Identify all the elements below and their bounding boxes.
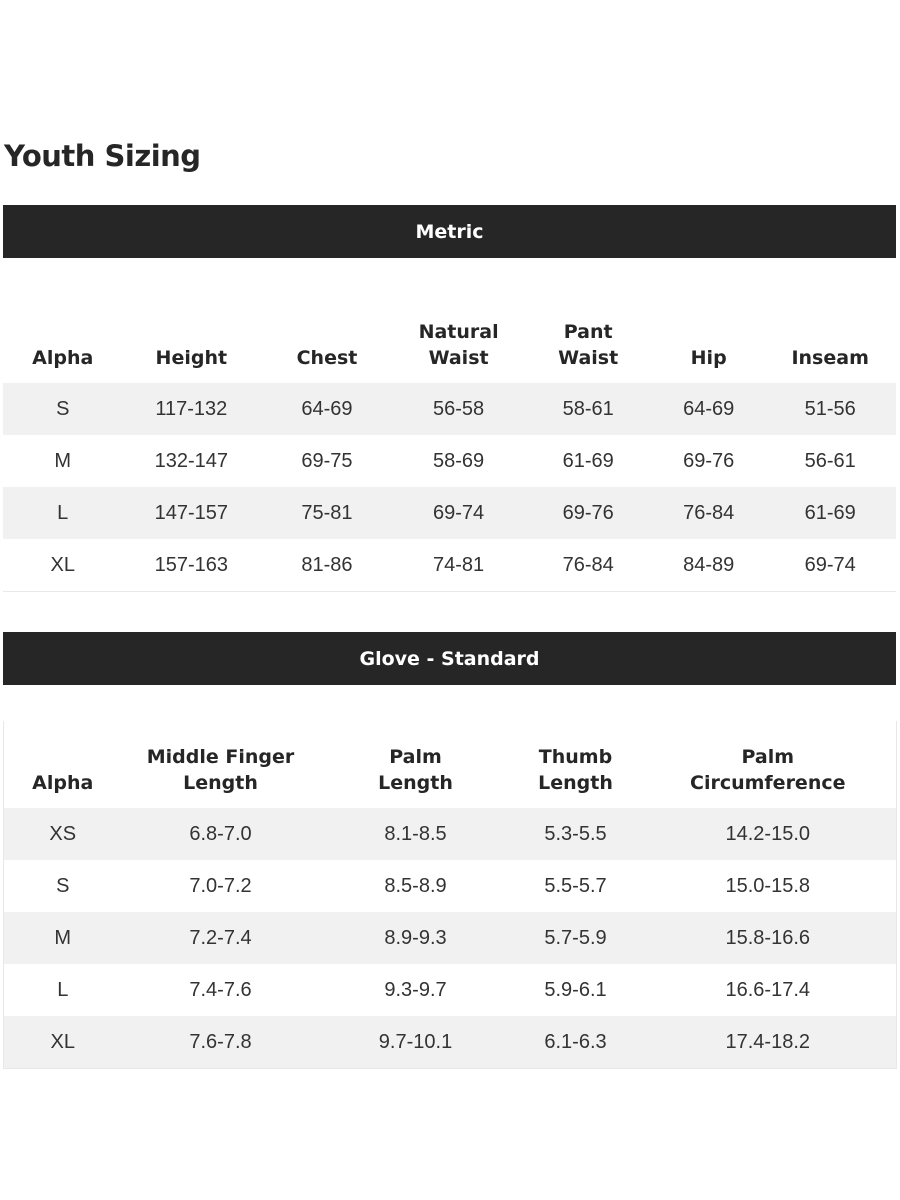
- table-cell: 69-75: [260, 435, 394, 487]
- table-cell: 56-58: [394, 383, 524, 435]
- table-cell: 75-81: [260, 487, 394, 539]
- column-header-alpha: Alpha: [32, 772, 94, 794]
- column-header-height: Height: [155, 347, 228, 369]
- column-header-chest: Chest: [296, 347, 358, 369]
- table-cell: XL: [4, 1016, 122, 1069]
- table-row: [4, 1016, 897, 1069]
- table-cell: 5.7-5.9: [512, 912, 640, 964]
- table-cell: 15.0-15.8: [640, 860, 897, 912]
- glove-section: [3, 632, 896, 1069]
- column-header-natural-waist: Natural Waist: [418, 321, 499, 369]
- table-cell: XS: [4, 808, 122, 860]
- table-cell: M: [3, 435, 122, 487]
- table-cell: M: [4, 912, 122, 964]
- glove-size-table: [3, 721, 897, 1069]
- table-row: [3, 383, 896, 435]
- table-cell: 58-61: [523, 383, 653, 435]
- metric-section: [3, 205, 896, 592]
- table-cell: 9.7-10.1: [320, 1016, 512, 1069]
- table-cell: 7.4-7.6: [122, 964, 320, 1016]
- glove-heading: Glove - Standard: [359, 647, 540, 670]
- metric-size-table: [3, 296, 896, 592]
- table-header-row: [3, 296, 896, 383]
- table-cell: XL: [3, 539, 122, 592]
- table-cell: 5.5-5.7: [512, 860, 640, 912]
- table-cell: 5.9-6.1: [512, 964, 640, 1016]
- table-cell: 157-163: [122, 539, 260, 592]
- table-cell: 58-69: [394, 435, 524, 487]
- glove-header-bar: [3, 632, 896, 685]
- table-cell: 8.1-8.5: [320, 808, 512, 860]
- table-cell: 9.3-9.7: [320, 964, 512, 1016]
- table-cell: 61-69: [523, 435, 653, 487]
- table-cell: 5.3-5.5: [512, 808, 640, 860]
- table-cell: S: [3, 383, 122, 435]
- table-cell: 56-61: [764, 435, 896, 487]
- table-cell: 6.1-6.3: [512, 1016, 640, 1069]
- table-cell: 14.2-15.0: [640, 808, 897, 860]
- table-cell: 61-69: [764, 487, 896, 539]
- table-cell: 132-147: [122, 435, 260, 487]
- table-row: [3, 435, 896, 487]
- metric-heading: Metric: [415, 220, 484, 243]
- column-header-palm-circumference: Palm Circumference: [690, 746, 846, 794]
- table-cell: 117-132: [122, 383, 260, 435]
- table-cell: 7.6-7.8: [122, 1016, 320, 1069]
- column-header-palm-length: Palm Length: [378, 746, 453, 794]
- table-cell: 76-84: [653, 487, 764, 539]
- table-row: [4, 964, 897, 1016]
- metric-header-bar: [3, 205, 896, 258]
- column-header-thumb-length: Thumb Length: [538, 746, 613, 794]
- table-cell: 74-81: [394, 539, 524, 592]
- table-row: [4, 860, 897, 912]
- table-cell: L: [3, 487, 122, 539]
- column-header-hip: Hip: [690, 347, 727, 369]
- table-cell: 64-69: [260, 383, 394, 435]
- table-cell: 15.8-16.6: [640, 912, 897, 964]
- table-cell: 8.5-8.9: [320, 860, 512, 912]
- table-cell: 16.6-17.4: [640, 964, 897, 1016]
- table-cell: 7.2-7.4: [122, 912, 320, 964]
- column-header-inseam: Inseam: [791, 347, 869, 369]
- table-cell: 84-89: [653, 539, 764, 592]
- table-row: [3, 539, 896, 592]
- column-header-pant-waist: Pant Waist: [558, 321, 619, 369]
- table-cell: S: [4, 860, 122, 912]
- table-cell: 69-74: [394, 487, 524, 539]
- table-cell: 17.4-18.2: [640, 1016, 897, 1069]
- table-cell: 69-76: [653, 435, 764, 487]
- column-header-alpha: Alpha: [32, 347, 94, 369]
- table-row: [4, 912, 897, 964]
- table-cell: 147-157: [122, 487, 260, 539]
- table-cell: 6.8-7.0: [122, 808, 320, 860]
- table-cell: 76-84: [523, 539, 653, 592]
- page-title: Youth Sizing: [4, 139, 201, 173]
- table-cell: 7.0-7.2: [122, 860, 320, 912]
- table-cell: 8.9-9.3: [320, 912, 512, 964]
- table-cell: 81-86: [260, 539, 394, 592]
- table-row: [3, 487, 896, 539]
- table-cell: 51-56: [764, 383, 896, 435]
- table-cell: 64-69: [653, 383, 764, 435]
- column-header-middle-finger-length: Middle Finger Length: [146, 746, 295, 794]
- table-cell: L: [4, 964, 122, 1016]
- table-cell: 69-74: [764, 539, 896, 592]
- table-header-row: [4, 721, 897, 808]
- table-cell: 69-76: [523, 487, 653, 539]
- table-row: [4, 808, 897, 860]
